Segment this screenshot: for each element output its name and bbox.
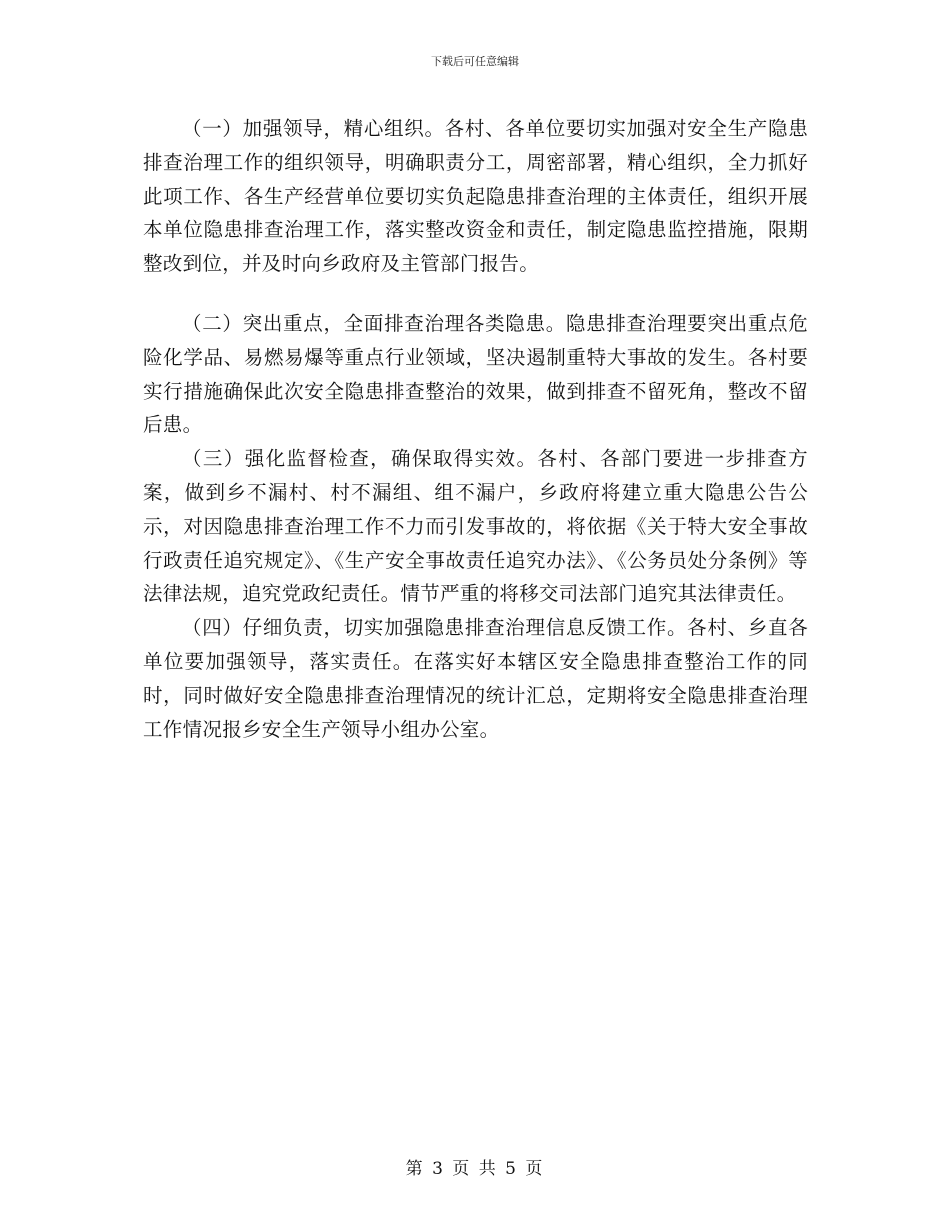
paragraph-3: （三）强化监督检查，确保取得实效。各村、各部门要进一步排查方案，做到乡不漏村、村不漏组、组不漏户，乡政府将建立重大隐患公告公示，对因隐患排查治理工作不力而引发事故的，将依据《关于特大安全事故行政责任追究规定》、《生产安全事故责任追究办法》、《公务员处分条例》等法律法规，追究党政纪责任。情节严重的将移交司法部门追究其法律责任。 — [143, 447, 808, 606]
paragraph-2: （二）突出重点，全面排查治理各类隐患。隐患排查治理要突出重点危险化学品、易燃易爆等重点行业领域，坚决遏制重特大事故的发生。各村要实行措施确保此次安全隐患排查整治的效果，做到排查不留死角，整改不留后患。 — [143, 311, 808, 437]
document-body — [143, 112, 808, 746]
page-number-footer: 第 3 页 共 5 页 — [405, 1159, 545, 1179]
page-header-note: 下载后可任意编辑 — [431, 55, 519, 68]
paragraph-4: （四）仔细负责，切实加强隐患排查治理信息反馈工作。各村、乡直各单位要加强领导，落实责任。在落实好本辖区安全隐患排查整治工作的同时，同时做好安全隐患排查治理情况的统计汇总，定期将安全隐患排查治理工作情况报乡安全生产领导小组办公室。 — [143, 616, 808, 741]
paragraph-1: （一）加强领导，精心组织。各村、各单位要切实加强对安全生产隐患排查治理工作的组织领导，明确职责分工，周密部署，精心组织，全力抓好此项工作、各生产经营单位要切实负起隐患排查治理的主体责任，组织开展本单位隐患排查治理工作，落实整改资金和责任，制定隐患监控措施，限期整改到位，并及时向乡政府及主管部门报告。 — [143, 117, 808, 276]
